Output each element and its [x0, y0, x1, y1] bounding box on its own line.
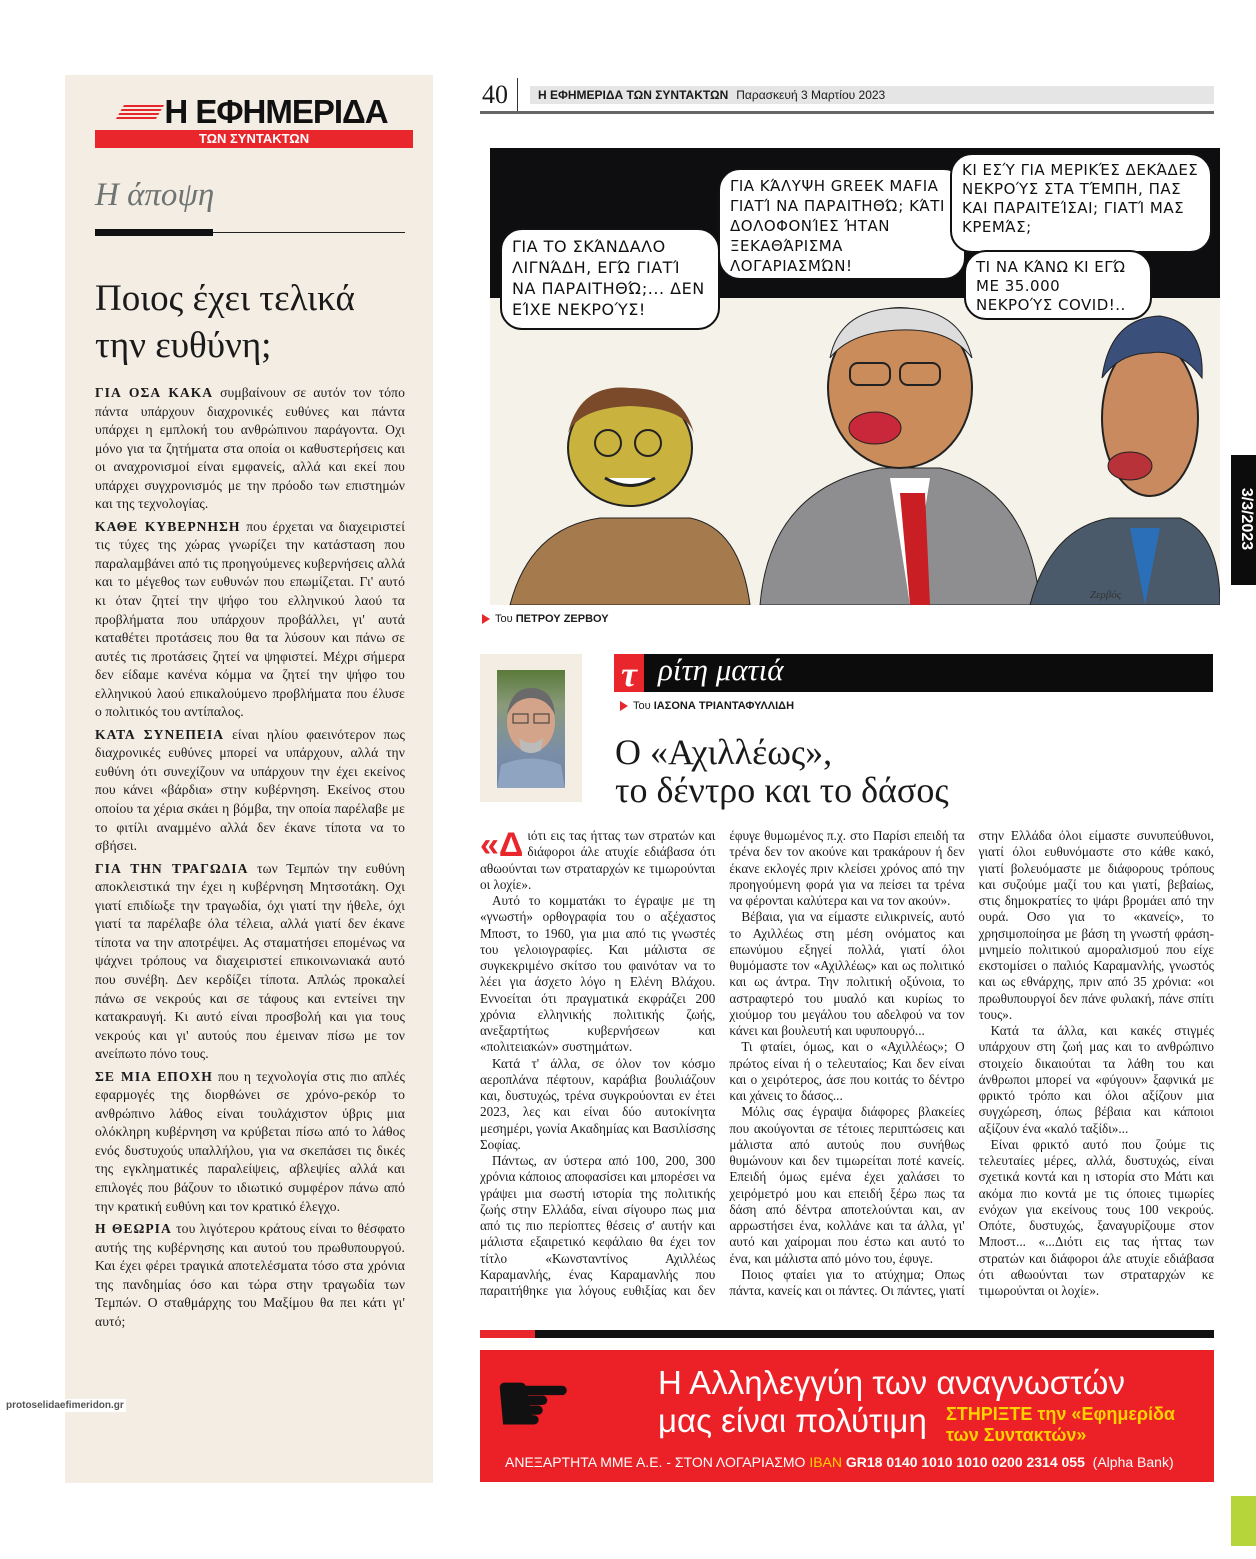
figure-right — [1030, 316, 1220, 605]
paragraph-lead: Η ΘΕΩΡΙΑ — [95, 1221, 172, 1237]
byline-name: ΙΑΣΟΝΑ ΤΡΙΑΝΤΑΦΥΛΛΙΔΗ — [653, 700, 795, 712]
logo-streaks-icon — [116, 105, 164, 119]
header-date: Παρασκευή 3 Μαρτίου 2023 — [736, 88, 886, 102]
section-rule-accent — [95, 229, 213, 236]
column-banner — [614, 654, 1213, 692]
credit-prefix: Του — [495, 613, 513, 625]
ad-headline-2: μας είναι πολύτιμη — [658, 1402, 927, 1439]
paragraph-text: που έρχεται να διαχειριστεί τις τύχες της χώρας γνωρίζει την κατάσταση που παραλαμβάνει από τις προηγούμενες κυβερνήσεις αλλά και το μέγεθος των ευθυνών που επωμίζεται. Γι' αυτό κι όταν ζητεί την ψήφο του ελληνικού λαού τα προβλήματα που υπάρχουν προβάλλει, γι' αυτά καταθέτει προτάσεις που θα τα λύσουν και πάνω σε αυτές τις προτάσεις ζητεί να ψηφιστεί. Μέχρι σήμερα δεν είδαμε κανένα κόμμα να ζητεί την ψήφο του ελληνικού λαού επικαλούμενο προβλήματα που έλυσε ο πολιτικός του αντίπαλος. — [95, 518, 405, 720]
page-number: 40 — [482, 80, 508, 109]
paragraph-lead: ΚΑΤΑ ΣΥΝΕΠΕΙΑ — [95, 726, 225, 742]
article-title — [615, 733, 949, 809]
cartoon-figures — [490, 148, 1220, 605]
author-photo — [497, 670, 565, 788]
article-paragraph: Τι φταίει, όμως, και ο «Αχιλλέως»; Ο πρώτος είναι ή ο τελευταίος; Και δεν είναι και ο χειρότερος, άσε που κοιτάς το δέντρο και χάνεις το δάσος... — [729, 1039, 965, 1103]
opinion-paragraph — [95, 1068, 405, 1216]
article-paragraph: Κατά τ' άλλα, σε όλον τον κόσμο αεροπλάνα πέφτουν, καράβια βουλιάζουν και, δυστυχώς, τρένα συγκρούονται εν έτει 2023, λες και είναι δύο αυτοκίνητα μεσημέρι, γωνία Ακαδημίας και Βασιλίσσης Σοφίας. — [480, 1055, 716, 1152]
paragraph-text: του λιγότερου κράτους είναι το θέσφατο αυτής της κυβέρνησης και αυτού του πρωθυπουργού. Και έχει φέρει τραγικά αποτελέσματα τόσο στα χρόνια της πανδημίας όσο και τώρα στην τραγωδία των Τεμπών. Ο σταθμάρχης του Μαξίμου θα πει κάτι γι' αυτό; — [95, 1221, 405, 1329]
author-photo-frame — [480, 654, 582, 802]
iban-label: IBAN — [809, 1454, 842, 1470]
rule-accent — [480, 1330, 535, 1338]
cartoon — [490, 148, 1220, 605]
column-byline — [620, 700, 794, 712]
article-paragraph: Αυτό το κομματάκι το έγραψε με τη «γνωστή» ορθογραφία του ο αξέχαστος Μποστ, το 1960, για μια από τις γνωστές του γελοιογραφίες. Και μάλιστα σε συγκεκριμένο σκίτσο του φαινόταν να το λέει για άσχετο λόγο η Ελένη Βλάχου. Εννοείται ότι πραγματικά εκφράζει 200 χρόνια ελληνικής πολιτικής ζωής, ανεξαρτήτως κυβερνήσεων και «πολιτειακών» συστημάτων. — [480, 893, 716, 1055]
article-paragraph — [480, 828, 715, 893]
opinion-column — [65, 75, 433, 1483]
ad-support-text: ΣΤΗΡΙΞΤΕ την «Εφημερίδα των Συντακτών» — [946, 1404, 1175, 1445]
paragraph-lead: ΓΙΑ ΟΣΑ ΚΑΚΑ — [95, 385, 214, 400]
article-paragraph: Μόλις σας έγραψα διάφορες βλακείες που ακούγονται σε τέτοιες περιπτώσεις και μάλιστα από αυτούς που συνήθως θυμώνουν και δεν τιμωρείται ποτέ κανείς. Επειδή όμως εμένα έχει χαλάσει το χειρόμετρό μου και επειδή ξέρω πως τα δάση από δέντρα αποτελούνται και, αν αρρωστήσει ένα, κολλάνε και τα άλλα, γι' αυτό και χαίρομαι που έστω και αυτό το ένα, και μάλιστα από μόνο του, έφυγε. — [729, 1104, 965, 1266]
speech-bubble: ΤΙ ΝΑ ΚΆΝΩ ΚΙ ΕΓΏ ΜΕ 35.000 ΝΕΚΡΟΎΣ COVID!.. — [964, 250, 1152, 320]
figure-left — [510, 388, 750, 605]
newspaper-logo — [95, 95, 413, 148]
opinion-paragraph — [95, 384, 405, 514]
paragraph-text: ιότι εις τας ήττας των στρατών και διάφοροι άλε ατυχίε εδιάβασα ότι αθωούνται των στραταρχών κε τιμωρούνται οι λοχίε». — [480, 828, 716, 892]
bank-name: (Alpha Bank) — [1092, 1454, 1174, 1470]
paragraph-text: είναι ηλίου φαεινότερον πως διαχρονικές ευθύνες μπορεί να υπάρχουν, αλλά την ευθύνη ότι συνεχίζουν να υπάρχουν την έχει εκείνος που κάνει «βάρδια» στην κυβέρνηση. Εκείνος στου οποίου τα χέρια σκάει η βόμβα, την οποία παρέλαβε με το φιτίλι αναμμένο αλλά δεν έκανε τίποτα να το σβήσει. — [95, 726, 405, 854]
article-paragraph: Ποιος φταίει για το ατύχημα; Οπως πάντα, κανείς και οι πάντες. Οι πάντες, γιατί στην Ελλάδα όλοι είμαστε συνυπεύθυνοι, γιατί όλοι ευθυνόμαστε στο κάθε κακό, γιατί βολευόμαστε με διάφορους τρόπους και συζούμε μαζί του και γιατί, βεβαίως, στις δημοκρατίες το ψάρι βρομάει από την ουρά. Οσο για το «κανείς», το χρησιμοποίησα με βάση τη γνωστή φράση-μνημείο πολιτικού αμοραλισμού που είχε εκστομίσει ο παλιός Καραμανλής, γνωστός και ως εθνάρχης, πριν από 35 χρόνια: «οι πρωθυπουργοί δεν πάνε φυλακή, πάνε σπίτι τους». — [729, 828, 1214, 1298]
page-header — [530, 86, 1214, 104]
opinion-paragraph — [95, 726, 405, 856]
title-line: Ο «Αχιλλέως», — [615, 732, 833, 772]
ad-headline: Η Αλληλεγγύη των αναγνωστών — [658, 1364, 1125, 1401]
page-corner-marker — [1231, 1496, 1256, 1546]
logo-main: Η ΕΦΗΜΕΡΙΔΑ — [164, 93, 388, 130]
speech-bubble: ΓΙΑ ΚΆΛΥΨΗ GREEK MAFIA ΓΙΑΤΊ ΝΑ ΠΑΡΑΙΤΗΘΏ; ΚΆΤΙ ΔΟΛΟΦΟΝΊΕΣ ΉΤΑΝ ΞΕΚΑΘΆΡΙΣΜΑ ΛΟΓΑΡΙΑΣΜΏΝ! — [718, 168, 966, 280]
article-paragraph: Είναι φρικτό αυτό που ζούμε τις τελευταίες μέρες, αλλά, δυστυχώς, είναι σχετικά κοντά και η ιστορία στο Μάτι και ακόμα πιο κοντά με τις όποιες τιμωρίες ενόχων για εκείνους τους 100 νεκρούς. Οπότε, δυστυχώς, ξαναγυρίζουμε στον Μποστ... «...Διότι εις τας ήττας των στρατών και διάφοροι άλε ατυχίε εδιάβασα ότι αθωούνται των στραταρχών κε τιμωρούνται οι λοχίε». — [978, 1136, 1214, 1298]
figure-center — [760, 308, 1040, 605]
header-divider — [517, 78, 518, 114]
drop-cap: «Δ — [480, 826, 524, 864]
date-tab — [1231, 455, 1256, 585]
opinion-paragraph — [95, 860, 405, 1064]
opinion-body — [95, 384, 405, 1335]
article-paragraph: Πάντως, αν ύστερα από 100, 200, 300 χρόνια κάποιος αποφασίσει και μπορέσει να γράψει μια σωστή ιστορία της πολιτικής ζωής στην Ελλάδα, είναι σίγουρο πως μια από τις πιο περίοπτες θέσεις σ' αυτήν και μάλιστα εξαιρετικό κεφάλαιο θα έχει τον τίτλο «Κωνσταντίνος Αχιλλέως Καραμανλής, ένας Καραμανλής που παραιτήθηκε για λόγους ευθιξίας και δεν έφυγε θυμωμένος π.χ. στο Παρίσι επειδή τα τρένα δεν τον ακούνε και τρακάρουν ή δεν έκανε εκλογές πριν κλείσει χρόνος από την προηγούμενη φορά για να πείσει τα τρένα να φέρονται καλύτερα και να τον ακούν». — [480, 828, 965, 1298]
opinion-paragraph — [95, 1220, 405, 1331]
account-text: ΑΝΕΞΑΡΤΗΤΑ ΜΜΕ Α.Ε. - ΣΤΟΝ ΛΟΓΑΡΙΑΣΜΟ — [505, 1454, 806, 1470]
paragraph-lead: ΓΙΑ ΤΗΝ ΤΡΑΓΩΔΙΑ — [95, 860, 249, 876]
paragraph-lead: ΣΕ ΜΙΑ ΕΠΟΧΗ — [95, 1068, 213, 1084]
pointing-hand-icon: ☛ — [492, 1350, 575, 1457]
opinion-paragraph — [95, 518, 405, 722]
opinion-title: Ποιος έχει τελικά την ευθύνη; — [95, 278, 355, 366]
article-paragraph: Βέβαια, για να είμαστε ειλικρινείς, αυτό το Αχιλλέως στη μέση ονόματος και επωνύμου εξηγεί πολλά, γιατί όλοι θυμόμαστε τον «Αχιλλέως» και ως πολιτικό και ως άντρα. Την πολιτική οξύνοια, το αστραφτερό του μυαλό και κυρίως το χιούμορ του μεγάλου του αδελφού να τον κάνει και βουλευτή και υφυπουργό... — [729, 909, 965, 1038]
cartoon-credit — [482, 613, 609, 625]
section-label: Η άποψη — [95, 177, 215, 213]
author-portrait-icon — [497, 670, 565, 788]
column-name: ρίτη ματιά — [658, 652, 784, 687]
speech-bubble: ΓΙΑ ΤΟ ΣΚΆΝΔΑΛΟ ΛΙΓΝΆΔΗ, ΕΓΏ ΓΙΑΤΊ ΝΑ ΠΑΡΑΙΤΗΘΏ;... ΔΕΝ ΕΊΧΕ ΝΕΚΡΟΎΣ! — [500, 228, 720, 330]
article-paragraph: Κατά τα άλλα, και κακές στιγμές υπάρχουν στη ζωή μας και το ανθρώπινο στοιχείο δικαιούται τα λάθη του και άνθρωποι μπορεί να «φύγουν» ξαφνικά με φρικτό τρόπο και όλοι αξίζουν μια συγχώρεση, όπως βέβαια και κάποιοι αξίζουν ένα «καλό ταξίδι»... — [978, 1023, 1214, 1136]
article-end-rule — [480, 1330, 1214, 1338]
credit-name: ΠΕΤΡΟΥ ΖΕΡΒΟΥ — [515, 613, 609, 625]
solidarity-ad[interactable] — [480, 1350, 1214, 1482]
cartoon-signature: Ζερβός — [1090, 589, 1122, 601]
arrow-icon — [620, 701, 628, 711]
header-rule — [480, 111, 1214, 114]
title-line: το δέντρο και το δάσος — [615, 770, 949, 810]
speech-bubble: ΚΙ ΕΣΎ ΓΙΑ ΜΕΡΙΚΈΣ ΔΕΚΆΔΕΣ ΝΕΚΡΟΎΣ ΣΤΑ ΤΈΜΠΗ, ΠΑΣ ΚΑΙ ΠΑΡΑΙΤΕΊΣΑΙ; ΓΙΑΤΊ ΜΑΣ ΚΡΕΜΆΣ; — [950, 153, 1212, 253]
header-paper: Η ΕΦΗΜΕΡΙΔΑ ΤΩΝ ΣΥΝΤΑΚΤΩΝ — [538, 88, 729, 102]
paragraph-text: των Τεμπών την ευθύνη αποκλειστικά την έχει η κυβέρνηση Μητσοτάκη. Οχι γιατί επιδίωξε την τραγωδία, όχι γιατί την ήθελε, όχι γιατί τα παρέλαβε όλα τέλεια, αλλά γιατί δεν έκανε τίποτα να την αποτρέψει. Ας σταματήσει επομένως να ψάχνει τρόπους να διαχειριστεί επικοινωνιακά αυτό που συνέβη. Δεν κερδίζει τίποτα. Απλώς προκαλεί πάνω σε νεκρούς και σε τάφους και εντείνει την κατακραυγή. Κι αυτό είναι προσβολή και για τους νεκρούς και γι' αυτούς που έμειναν πίσω με τον ανείπωτο πόνο τους. — [95, 860, 405, 1062]
paragraph-text: συμβαίνουν σε αυτόν τον τόπο πάντα υπάρχουν διαχρονικές ευθύνες και πάντα υπάρχει η εμπλοκή του ανθρώπινου παράγοντα. Οχι μόνο για τα ζητήματα στα οποία οι καθυστερήσεις και οι αναχρονισμοί είναι εμφανείς, αλλά και εκεί που υπάρχει συγχρονισμός με την πρόοδο των επιστημών και της τεχνολογίας. — [95, 385, 405, 512]
paragraph-lead: ΚΑΘΕ ΚΥΒΕΡΝΗΣΗ — [95, 518, 241, 534]
ad-account — [505, 1454, 1174, 1470]
iban-number: GR18 0140 1010 1010 0200 2314 055 — [845, 1454, 1085, 1470]
column-initial: τ — [614, 654, 644, 692]
paragraph-text: που η τεχνολογία στις πιο απλές εφαρμογές της διορθώνει σε χρόνο-ρεκόρ το ανθρώπινο λάθος είναι τουλάχιστον ύβρις μια ολόκληρη κυβέρνηση να κρύβεται πίσω από το λάθος ενός δυστυχούς υπαλλήλου, για να σκεπάσει τις δικές της εγκληματικές παραλείψεις, αβλεψίες αλλά και επιλογές που βάζουν το ιδιωτικό συμφέρον πάνω από την κρατική ευθύνη και τον κρατικό έλεγχο. — [95, 1068, 406, 1214]
article-body — [480, 828, 1214, 1318]
logo-sub: ΤΩΝ ΣΥΝΤΑΚΤΩΝ — [95, 130, 413, 148]
watermark: protoselidaefimeridon.gr — [6, 1400, 124, 1411]
date-tab-label: 3/3/2023 — [1238, 487, 1255, 551]
byline-prefix: Του — [633, 700, 651, 712]
arrow-icon — [482, 614, 490, 624]
